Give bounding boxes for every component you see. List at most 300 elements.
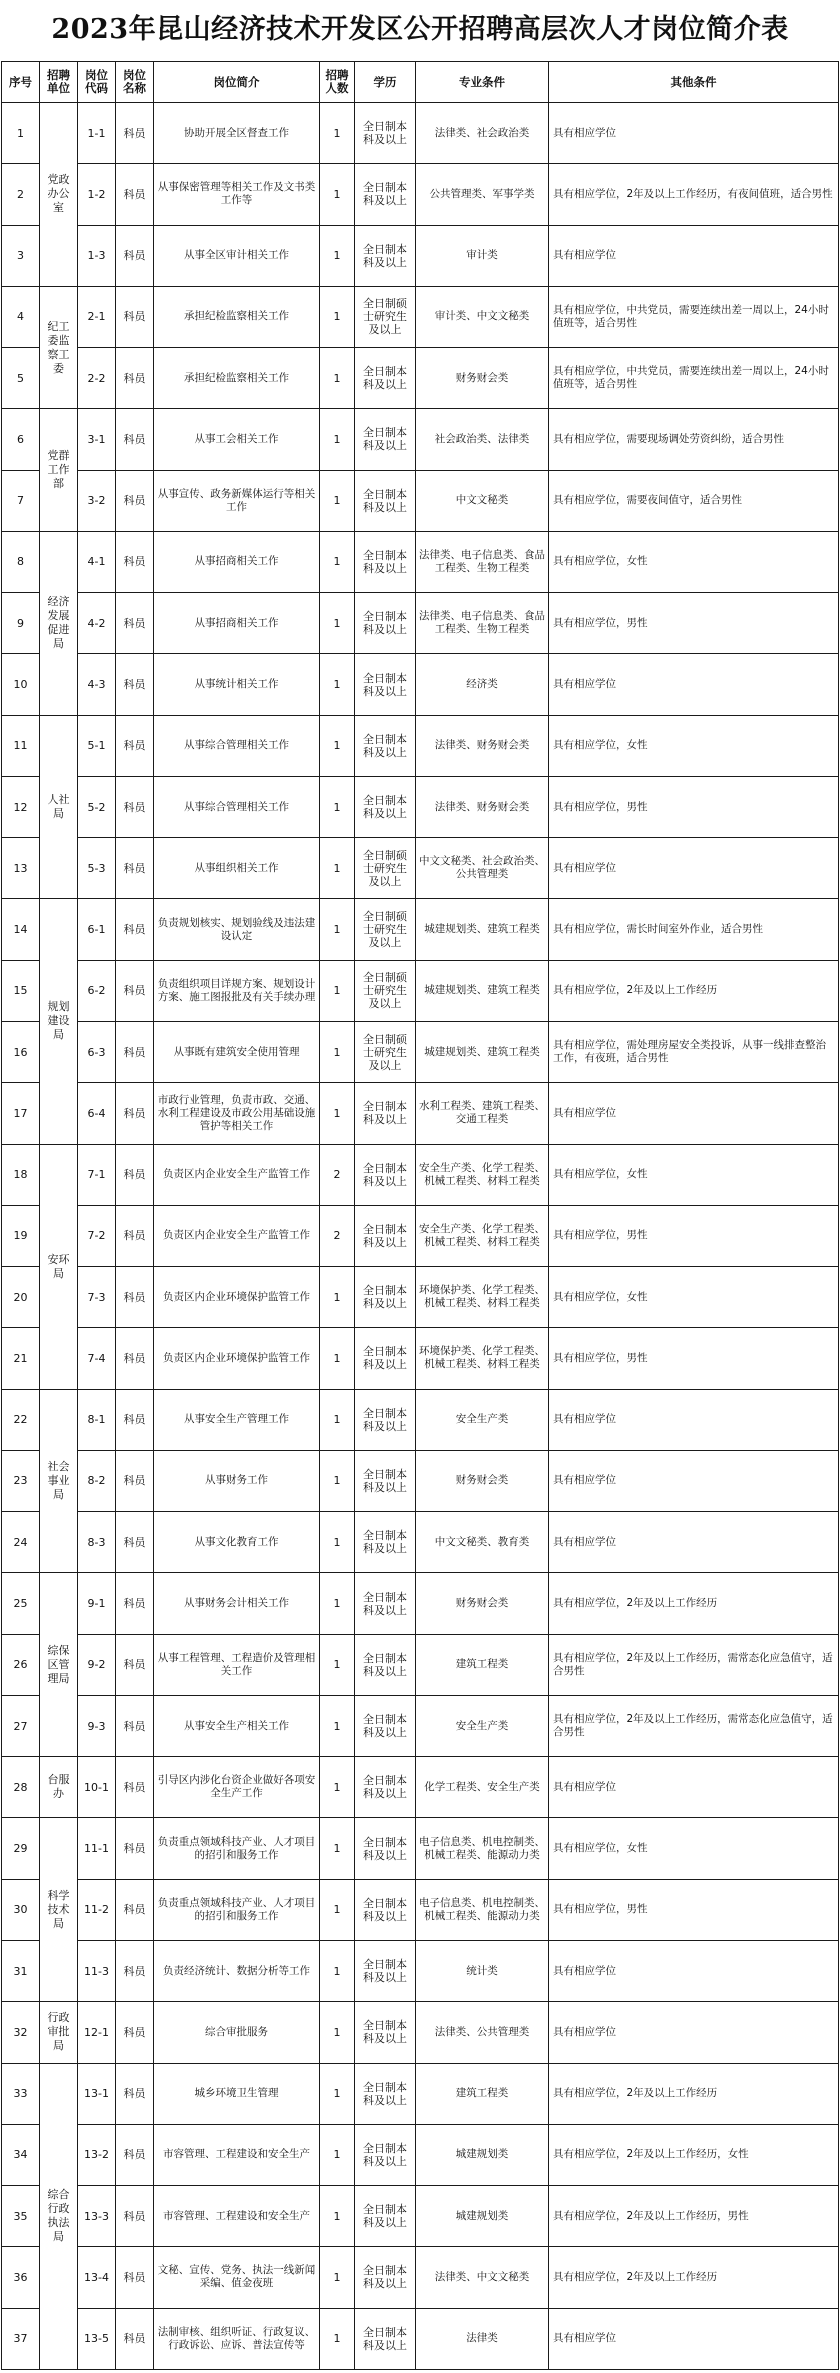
table-row (2, 1879, 839, 1940)
cell-code: 4-2 (78, 593, 116, 654)
table-row (2, 1144, 839, 1205)
cell-seq: 16 (2, 1021, 40, 1082)
cell-num: 2 (320, 1205, 355, 1266)
cell-seq: 17 (2, 1083, 40, 1144)
table-row (2, 2124, 839, 2185)
cell-num: 1 (320, 2124, 355, 2185)
cell-major: 社会政治类、法律类 (416, 409, 549, 470)
cell-seq: 31 (2, 1940, 40, 2001)
cell-name: 科员 (116, 1818, 154, 1879)
cell-other: 具有相应学位，男性 (549, 1205, 839, 1266)
cell-desc: 从事财务会计相关工作 (154, 1573, 320, 1634)
cell-code: 2-2 (78, 348, 116, 409)
cell-name: 科员 (116, 103, 154, 164)
cell-name: 科员 (116, 1389, 154, 1450)
cell-name: 科员 (116, 776, 154, 837)
cell-name: 科员 (116, 1328, 154, 1389)
cell-unit: 经济发展促进局 (40, 531, 78, 715)
cell-other: 具有相应学位 (549, 2002, 839, 2063)
cell-desc: 负责规划核实、规划验线及违法建设认定 (154, 899, 320, 960)
cell-num: 1 (320, 1021, 355, 1082)
cell-unit: 规划建设局 (40, 899, 78, 1144)
cell-desc: 综合审批服务 (154, 2002, 320, 2063)
cell-code: 7-2 (78, 1205, 116, 1266)
cell-desc: 从事文化教育工作 (154, 1512, 320, 1573)
cell-major: 中文文秘类、社会政治类、公共管理类 (416, 838, 549, 899)
cell-name: 科员 (116, 225, 154, 286)
cell-name: 科员 (116, 1512, 154, 1573)
cell-code: 8-2 (78, 1450, 116, 1511)
cell-unit: 科学技术局 (40, 1818, 78, 2002)
cell-name: 科员 (116, 1021, 154, 1082)
table-row (2, 1695, 839, 1756)
cell-code: 13-3 (78, 2186, 116, 2247)
cell-code: 3-1 (78, 409, 116, 470)
cell-seq: 12 (2, 776, 40, 837)
table-row (2, 1021, 839, 1082)
cell-seq: 3 (2, 225, 40, 286)
cell-edu: 全日制本科及以上 (355, 2002, 416, 2063)
cell-major: 环境保护类、化学工程类、机械工程类、材料工程类 (416, 1267, 549, 1328)
cell-desc: 从事保密管理等相关工作及文书类工作等 (154, 164, 320, 225)
cell-num: 1 (320, 2308, 355, 2369)
cell-num: 1 (320, 470, 355, 531)
table-body (2, 103, 839, 2370)
cell-seq: 14 (2, 899, 40, 960)
cell-desc: 市容管理、工程建设和安全生产 (154, 2124, 320, 2185)
cell-code: 3-2 (78, 470, 116, 531)
cell-unit: 纪工委监察工委 (40, 286, 78, 409)
cell-seq: 23 (2, 1450, 40, 1511)
cell-code: 6-1 (78, 899, 116, 960)
cell-other: 具有相应学位，需处理房屋安全类投诉，从事一线排查整治工作，有夜班，适合男性 (549, 1021, 839, 1082)
cell-seq: 15 (2, 960, 40, 1021)
cell-name: 科员 (116, 470, 154, 531)
cell-edu: 全日制本科及以上 (355, 531, 416, 592)
cell-other: 具有相应学位 (549, 838, 839, 899)
cell-num: 1 (320, 103, 355, 164)
cell-other: 具有相应学位，中共党员，需要连续出差一周以上，24小时值班等，适合男性 (549, 348, 839, 409)
cell-num: 1 (320, 1267, 355, 1328)
cell-code: 9-2 (78, 1634, 116, 1695)
cell-seq: 25 (2, 1573, 40, 1634)
table-row (2, 1573, 839, 1634)
cell-major: 经济类 (416, 654, 549, 715)
cell-edu: 全日制本科及以上 (355, 1144, 416, 1205)
cell-unit: 综合行政执法局 (40, 2063, 78, 2370)
cell-code: 13-4 (78, 2247, 116, 2308)
cell-other: 具有相应学位，中共党员，需要连续出差一周以上，24小时值班等，适合男性 (549, 286, 839, 347)
cell-code: 8-3 (78, 1512, 116, 1573)
cell-name: 科员 (116, 409, 154, 470)
cell-desc: 从事财务工作 (154, 1450, 320, 1511)
cell-name: 科员 (116, 1205, 154, 1266)
cell-major: 法律类、财务财会类 (416, 776, 549, 837)
cell-desc: 协助开展全区督查工作 (154, 103, 320, 164)
cell-desc: 从事招商相关工作 (154, 531, 320, 592)
cell-other: 具有相应学位，女性 (549, 1818, 839, 1879)
cell-edu: 全日制本科及以上 (355, 1757, 416, 1818)
cell-edu: 全日制本科及以上 (355, 1083, 416, 1144)
cell-num: 1 (320, 1634, 355, 1695)
cell-code: 11-3 (78, 1940, 116, 2001)
cell-edu: 全日制本科及以上 (355, 776, 416, 837)
cell-desc: 负责组织项目详规方案、规划设计方案、施工图报批及有关手续办理 (154, 960, 320, 1021)
table-row (2, 2308, 839, 2369)
cell-num: 1 (320, 593, 355, 654)
cell-edu: 全日制硕士研究生及以上 (355, 1021, 416, 1082)
cell-code: 4-3 (78, 654, 116, 715)
cell-major: 法律类 (416, 2308, 549, 2369)
cell-desc: 从事组织相关工作 (154, 838, 320, 899)
cell-code: 13-2 (78, 2124, 116, 2185)
cell-major: 城建规划类 (416, 2124, 549, 2185)
cell-unit: 安环局 (40, 1144, 78, 1389)
table-row (2, 2002, 839, 2063)
cell-num: 1 (320, 1573, 355, 1634)
table-row (2, 1389, 839, 1450)
cell-major: 化学工程类、安全生产类 (416, 1757, 549, 1818)
cell-name: 科员 (116, 1940, 154, 2001)
cell-major: 法律类、社会政治类 (416, 103, 549, 164)
cell-code: 2-1 (78, 286, 116, 347)
cell-seq: 4 (2, 286, 40, 347)
cell-other: 具有相应学位，2年及以上工作经历，有夜间值班，适合男性 (549, 164, 839, 225)
cell-major: 财务财会类 (416, 1573, 549, 1634)
cell-edu: 全日制本科及以上 (355, 1940, 416, 2001)
table-row (2, 470, 839, 531)
cell-seq: 7 (2, 470, 40, 531)
cell-desc: 负责重点领域科技产业、人才项目的招引和服务工作 (154, 1879, 320, 1940)
table-row (2, 1267, 839, 1328)
cell-major: 审计类 (416, 225, 549, 286)
cell-unit: 党政办公室 (40, 103, 78, 287)
cell-edu: 全日制本科及以上 (355, 593, 416, 654)
cell-num: 1 (320, 1389, 355, 1450)
cell-num: 1 (320, 1695, 355, 1756)
table-row (2, 593, 839, 654)
cell-other: 具有相应学位，需要夜间值守，适合男性 (549, 470, 839, 531)
cell-major: 城建规划类、建筑工程类 (416, 899, 549, 960)
cell-other: 具有相应学位，男性 (549, 1879, 839, 1940)
cell-num: 2 (320, 1144, 355, 1205)
cell-other: 具有相应学位 (549, 103, 839, 164)
cell-edu: 全日制硕士研究生及以上 (355, 838, 416, 899)
cell-other: 具有相应学位，需长时间室外作业，适合男性 (549, 899, 839, 960)
cell-code: 11-2 (78, 1879, 116, 1940)
cell-desc: 从事招商相关工作 (154, 593, 320, 654)
cell-code: 5-1 (78, 715, 116, 776)
document-title: 2023年昆山经济技术开发区公开招聘高层次人才岗位简介表 (51, 14, 789, 45)
cell-num: 1 (320, 2002, 355, 2063)
table-row (2, 1450, 839, 1511)
cell-desc: 从事全区审计相关工作 (154, 225, 320, 286)
cell-major: 电子信息类、机电控制类、机械工程类、能源动力类 (416, 1879, 549, 1940)
cell-desc: 承担纪检监察相关工作 (154, 348, 320, 409)
cell-num: 1 (320, 1879, 355, 1940)
cell-other: 具有相应学位，女性 (549, 715, 839, 776)
cell-code: 9-3 (78, 1695, 116, 1756)
cell-num: 1 (320, 2247, 355, 2308)
cell-major: 安全生产类 (416, 1389, 549, 1450)
cell-edu: 全日制本科及以上 (355, 470, 416, 531)
cell-name: 科员 (116, 2124, 154, 2185)
cell-edu: 全日制本科及以上 (355, 348, 416, 409)
cell-code: 6-3 (78, 1021, 116, 1082)
cell-name: 科员 (116, 2186, 154, 2247)
cell-desc: 从事工会相关工作 (154, 409, 320, 470)
cell-edu: 全日制本科及以上 (355, 2124, 416, 2185)
cell-name: 科员 (116, 593, 154, 654)
cell-name: 科员 (116, 1083, 154, 1144)
cell-other: 具有相应学位 (549, 1512, 839, 1573)
cell-seq: 22 (2, 1389, 40, 1450)
cell-num: 1 (320, 838, 355, 899)
cell-other: 具有相应学位，男性 (549, 593, 839, 654)
cell-code: 7-1 (78, 1144, 116, 1205)
cell-seq: 1 (2, 103, 40, 164)
cell-seq: 6 (2, 409, 40, 470)
table-row (2, 1940, 839, 2001)
cell-major: 法律类、电子信息类、食品工程类、生物工程类 (416, 531, 549, 592)
table-row (2, 776, 839, 837)
cell-num: 1 (320, 2063, 355, 2124)
cell-other: 具有相应学位，女性 (549, 1144, 839, 1205)
cell-code: 7-4 (78, 1328, 116, 1389)
cell-num: 1 (320, 2186, 355, 2247)
table-row (2, 1757, 839, 1818)
cell-major: 环境保护类、化学工程类、机械工程类、材料工程类 (416, 1328, 549, 1389)
cell-code: 11-1 (78, 1818, 116, 1879)
cell-major: 法律类、中文文秘类 (416, 2247, 549, 2308)
cell-major: 城建规划类 (416, 2186, 549, 2247)
cell-edu: 全日制本科及以上 (355, 1267, 416, 1328)
cell-other: 具有相应学位 (549, 2308, 839, 2369)
cell-name: 科员 (116, 1757, 154, 1818)
positions-table (1, 61, 839, 2370)
cell-seq: 24 (2, 1512, 40, 1573)
cell-seq: 11 (2, 715, 40, 776)
cell-seq: 10 (2, 654, 40, 715)
cell-edu: 全日制本科及以上 (355, 1818, 416, 1879)
cell-desc: 法制审核、组织听证、行政复议、行政诉讼、应诉、普法宣传等 (154, 2308, 320, 2369)
cell-major: 审计类、中文文秘类 (416, 286, 549, 347)
cell-edu: 全日制硕士研究生及以上 (355, 899, 416, 960)
table-row (2, 1083, 839, 1144)
cell-other: 具有相应学位，2年及以上工作经历，男性 (549, 2186, 839, 2247)
cell-num: 1 (320, 348, 355, 409)
cell-num: 1 (320, 409, 355, 470)
cell-edu: 全日制本科及以上 (355, 2247, 416, 2308)
cell-code: 4-1 (78, 531, 116, 592)
cell-seq: 34 (2, 2124, 40, 2185)
cell-other: 具有相应学位 (549, 1389, 839, 1450)
cell-other: 具有相应学位，男性 (549, 776, 839, 837)
cell-seq: 37 (2, 2308, 40, 2369)
cell-unit: 人社局 (40, 715, 78, 899)
cell-code: 12-1 (78, 2002, 116, 2063)
cell-edu: 全日制本科及以上 (355, 1328, 416, 1389)
cell-name: 科员 (116, 2063, 154, 2124)
cell-major: 财务财会类 (416, 1450, 549, 1511)
cell-major: 城建规划类、建筑工程类 (416, 1021, 549, 1082)
cell-desc: 从事安全生产管理工作 (154, 1389, 320, 1450)
table-row (2, 715, 839, 776)
cell-name: 科员 (116, 2308, 154, 2369)
cell-seq: 19 (2, 1205, 40, 1266)
cell-edu: 全日制本科及以上 (355, 1879, 416, 1940)
cell-other: 具有相应学位 (549, 1450, 839, 1511)
cell-desc: 城乡环境卫生管理 (154, 2063, 320, 2124)
cell-major: 中文文秘类、教育类 (416, 1512, 549, 1573)
cell-edu: 全日制本科及以上 (355, 654, 416, 715)
cell-name: 科员 (116, 531, 154, 592)
header-major: 专业条件 (416, 62, 549, 103)
cell-desc: 引导区内涉化台资企业做好各项安全生产工作 (154, 1757, 320, 1818)
cell-desc: 从事综合管理相关工作 (154, 715, 320, 776)
cell-name: 科员 (116, 899, 154, 960)
cell-major: 法律类、电子信息类、食品工程类、生物工程类 (416, 593, 549, 654)
cell-major: 公共管理类、军事学类 (416, 164, 549, 225)
cell-unit: 综保区管理局 (40, 1573, 78, 1757)
cell-major: 电子信息类、机电控制类、机械工程类、能源动力类 (416, 1818, 549, 1879)
cell-name: 科员 (116, 348, 154, 409)
cell-name: 科员 (116, 1450, 154, 1511)
cell-edu: 全日制本科及以上 (355, 1634, 416, 1695)
header-desc: 岗位简介 (154, 62, 320, 103)
cell-other: 具有相应学位 (549, 654, 839, 715)
cell-desc: 从事安全生产相关工作 (154, 1695, 320, 1756)
cell-other: 具有相应学位，男性 (549, 1328, 839, 1389)
cell-num: 1 (320, 776, 355, 837)
cell-edu: 全日制本科及以上 (355, 164, 416, 225)
cell-desc: 负责经济统计、数据分析等工作 (154, 1940, 320, 2001)
table-row (2, 1818, 839, 1879)
cell-num: 1 (320, 654, 355, 715)
header-unit: 招聘单位 (40, 62, 78, 103)
cell-major: 安全生产类 (416, 1695, 549, 1756)
cell-name: 科员 (116, 1144, 154, 1205)
header-code: 岗位代码 (78, 62, 116, 103)
cell-seq: 32 (2, 2002, 40, 2063)
cell-num: 1 (320, 1818, 355, 1879)
cell-other: 具有相应学位，2年及以上工作经历，需常态化应急值守，适合男性 (549, 1695, 839, 1756)
cell-code: 13-5 (78, 2308, 116, 2369)
cell-other: 具有相应学位，2年及以上工作经历 (549, 1573, 839, 1634)
cell-other: 具有相应学位，2年及以上工作经历 (549, 2247, 839, 2308)
cell-name: 科员 (116, 2247, 154, 2308)
cell-edu: 全日制本科及以上 (355, 103, 416, 164)
cell-other: 具有相应学位 (549, 1083, 839, 1144)
cell-name: 科员 (116, 2002, 154, 2063)
cell-desc: 负责区内企业安全生产监管工作 (154, 1144, 320, 1205)
cell-unit: 行政审批局 (40, 2002, 78, 2063)
cell-name: 科员 (116, 654, 154, 715)
cell-seq: 30 (2, 1879, 40, 1940)
cell-seq: 2 (2, 164, 40, 225)
cell-name: 科员 (116, 1573, 154, 1634)
cell-seq: 13 (2, 838, 40, 899)
cell-other: 具有相应学位，2年及以上工作经历，女性 (549, 2124, 839, 2185)
cell-other: 具有相应学位 (549, 1940, 839, 2001)
cell-major: 城建规划类、建筑工程类 (416, 960, 549, 1021)
cell-code: 10-1 (78, 1757, 116, 1818)
cell-code: 5-2 (78, 776, 116, 837)
cell-desc: 市政行业管理，负责市政、交通、水利工程建设及市政公用基础设施管护等相关工作 (154, 1083, 320, 1144)
table-row (2, 1634, 839, 1695)
header-num: 招聘人数 (320, 62, 355, 103)
cell-name: 科员 (116, 960, 154, 1021)
cell-num: 1 (320, 899, 355, 960)
table-row (2, 2063, 839, 2124)
cell-other: 具有相应学位，2年及以上工作经历 (549, 960, 839, 1021)
cell-major: 中文文秘类 (416, 470, 549, 531)
cell-code: 5-3 (78, 838, 116, 899)
cell-code: 9-1 (78, 1573, 116, 1634)
table-row (2, 103, 839, 164)
cell-seq: 36 (2, 2247, 40, 2308)
header-edu: 学历 (355, 62, 416, 103)
cell-desc: 负责区内企业环境保护监管工作 (154, 1267, 320, 1328)
table-row (2, 1512, 839, 1573)
header-seq: 序号 (2, 62, 40, 103)
table-row (2, 164, 839, 225)
cell-num: 1 (320, 960, 355, 1021)
cell-num: 1 (320, 1940, 355, 2001)
cell-name: 科员 (116, 286, 154, 347)
cell-edu: 全日制本科及以上 (355, 1695, 416, 1756)
cell-other: 具有相应学位，女性 (549, 531, 839, 592)
cell-name: 科员 (116, 1634, 154, 1695)
cell-num: 1 (320, 286, 355, 347)
cell-num: 1 (320, 1328, 355, 1389)
table-row (2, 2247, 839, 2308)
cell-unit: 社会事业局 (40, 1389, 78, 1573)
cell-num: 1 (320, 531, 355, 592)
cell-num: 1 (320, 1512, 355, 1573)
cell-desc: 负责重点领域科技产业、人才项目的招引和服务工作 (154, 1818, 320, 1879)
cell-name: 科员 (116, 1695, 154, 1756)
cell-major: 安全生产类、化学工程类、机械工程类、材料工程类 (416, 1205, 549, 1266)
cell-num: 1 (320, 715, 355, 776)
table-row (2, 409, 839, 470)
cell-seq: 9 (2, 593, 40, 654)
table-row (2, 960, 839, 1021)
cell-code: 1-3 (78, 225, 116, 286)
cell-code: 7-3 (78, 1267, 116, 1328)
cell-name: 科员 (116, 164, 154, 225)
table-row (2, 1205, 839, 1266)
cell-major: 水利工程类、建筑工程类、交通工程类 (416, 1083, 549, 1144)
cell-other: 具有相应学位，需要现场调处劳资纠纷，适合男性 (549, 409, 839, 470)
cell-name: 科员 (116, 838, 154, 899)
cell-desc: 负责区内企业环境保护监管工作 (154, 1328, 320, 1389)
cell-seq: 8 (2, 531, 40, 592)
header-name: 岗位名称 (116, 62, 154, 103)
cell-other: 具有相应学位 (549, 1757, 839, 1818)
cell-desc: 从事工程管理、工程造价及管理相关工作 (154, 1634, 320, 1695)
cell-num: 1 (320, 164, 355, 225)
cell-edu: 全日制硕士研究生及以上 (355, 960, 416, 1021)
cell-seq: 29 (2, 1818, 40, 1879)
cell-major: 财务财会类 (416, 348, 549, 409)
cell-edu: 全日制硕士研究生及以上 (355, 286, 416, 347)
cell-edu: 全日制本科及以上 (355, 2186, 416, 2247)
cell-major: 统计类 (416, 1940, 549, 2001)
cell-edu: 全日制本科及以上 (355, 1512, 416, 1573)
cell-edu: 全日制本科及以上 (355, 715, 416, 776)
cell-seq: 18 (2, 1144, 40, 1205)
